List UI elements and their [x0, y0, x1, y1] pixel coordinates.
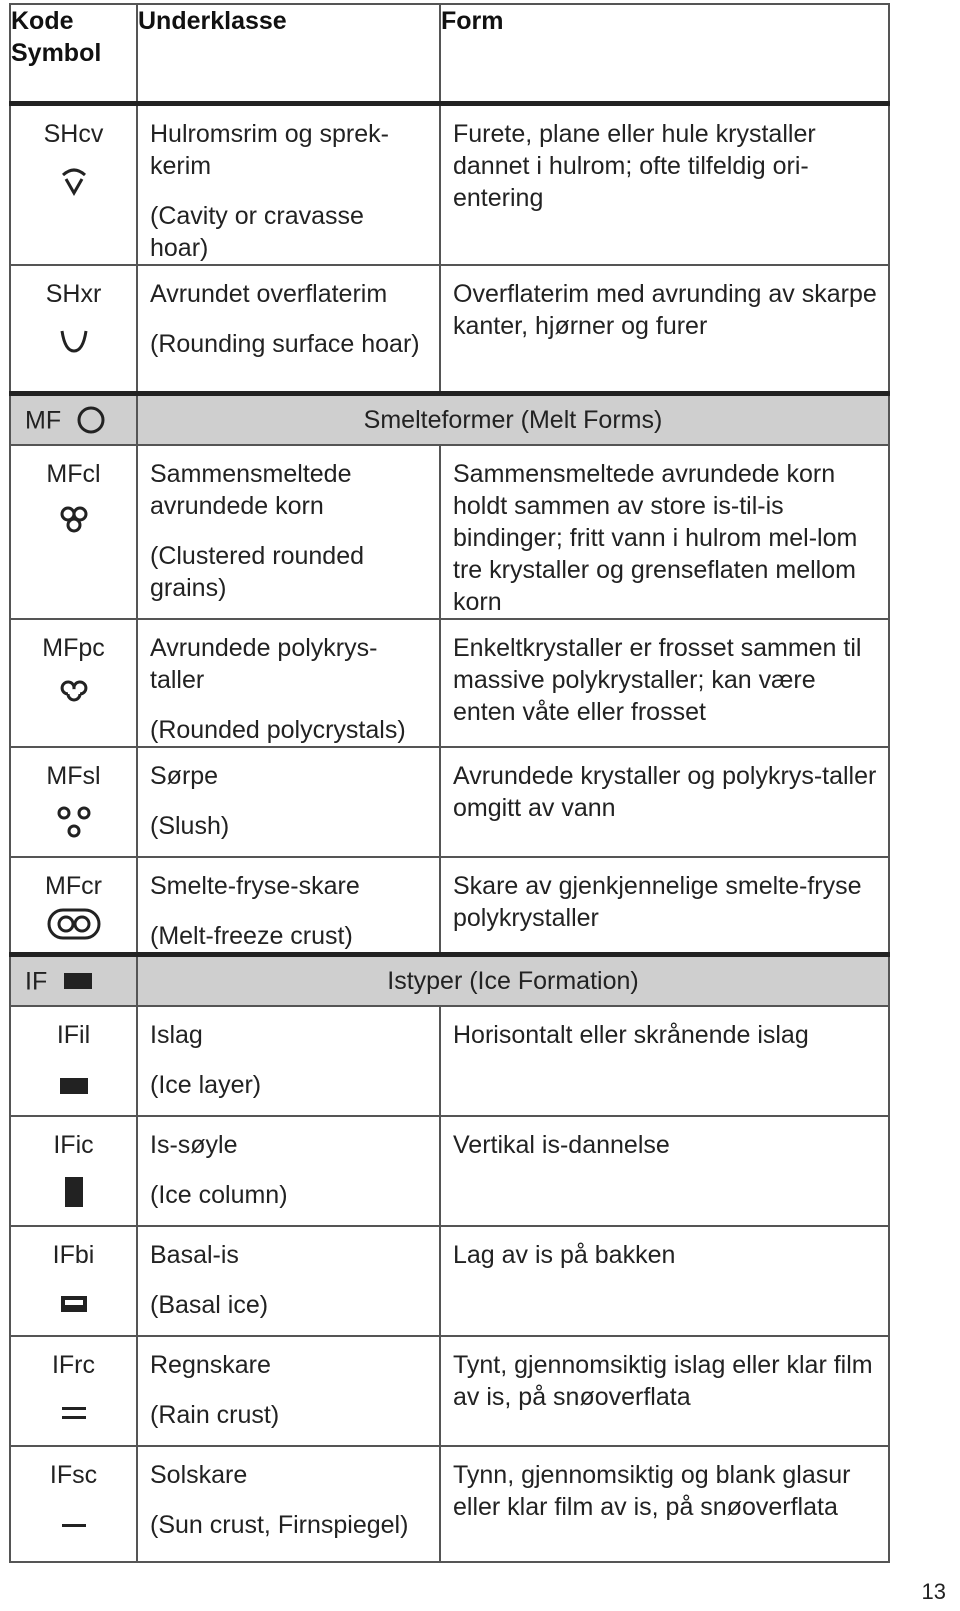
section-row-melt-forms — [10, 393, 889, 445]
subclass-name: Hulromsrim og sprek-kerim — [150, 120, 389, 180]
subclass-name: Avrundet overflaterim — [150, 280, 388, 308]
clustered-grains-icon — [11, 490, 136, 550]
rounding-surface-hoar-icon — [11, 310, 136, 370]
table-row — [10, 265, 889, 393]
subclass-english: (Ice column) — [150, 1180, 288, 1209]
form-description: Lag av is på bakken — [440, 1226, 889, 1336]
basal-ice-icon — [11, 1271, 136, 1331]
code-label: IFil — [56, 1020, 91, 1049]
code-label: IFrc — [51, 1350, 96, 1379]
subclass-english: (Clustered rounded grains) — [150, 541, 365, 602]
subclass-english: (Sun crust, Firnspiegel) — [150, 1510, 409, 1539]
header-form: Form — [440, 4, 889, 104]
sun-crust-icon — [11, 1491, 136, 1551]
melt-freeze-crust-icon — [11, 902, 136, 946]
table-row — [10, 1116, 889, 1226]
subclass-cell — [137, 1116, 440, 1226]
header-kode-symbol — [10, 4, 137, 104]
subclass-cell — [137, 857, 440, 955]
form-description: Enkeltkrystaller er frosset sammen til massive polykrystaller; kan være enten våte eller frosset — [440, 619, 889, 747]
code-cell — [10, 857, 137, 955]
subclass-english: (Rain crust) — [150, 1400, 280, 1429]
code-cell — [10, 1116, 137, 1226]
code-cell — [10, 619, 137, 747]
table-row — [10, 1006, 889, 1116]
code-label: IFic — [53, 1130, 94, 1159]
subclass-cell — [137, 1006, 440, 1116]
subclass-cell — [137, 619, 440, 747]
code-cell — [10, 1006, 137, 1116]
subclass-name: Islag — [150, 1020, 203, 1049]
code-label: MFsl — [46, 761, 101, 790]
code-label: SHxr — [45, 280, 102, 308]
slush-icon — [11, 792, 136, 852]
subclass-name: Solskare — [150, 1460, 248, 1489]
code-cell — [10, 1226, 137, 1336]
section-title: Istyper (Ice Formation) — [137, 954, 889, 1006]
table-header-row — [10, 4, 889, 104]
melt-forms-circle-icon — [76, 405, 106, 435]
subclass-name: Avrundede polykrys-taller — [150, 633, 378, 694]
subclass-name: Is-søyle — [150, 1130, 238, 1159]
subclass-english: (Rounding surface hoar) — [150, 330, 420, 358]
section-code-cell — [10, 954, 137, 1006]
snow-classification-table — [9, 3, 890, 1563]
ice-column-icon — [11, 1161, 136, 1221]
code-cell — [10, 747, 137, 857]
subclass-english: (Rounded polycrystals) — [150, 715, 406, 744]
page-number: 13 — [921, 1579, 946, 1604]
code-cell — [10, 104, 137, 266]
code-label: SHcv — [43, 120, 104, 148]
subclass-name: Smelte-fryse-skare — [150, 871, 360, 900]
code-cell — [10, 1336, 137, 1446]
code-label: MFcr — [45, 871, 102, 900]
section-title: Smelteformer (Melt Forms) — [137, 393, 889, 445]
polycrystals-icon — [11, 664, 136, 724]
code-cell — [10, 445, 137, 619]
subclass-cell — [137, 1226, 440, 1336]
table-row — [10, 445, 889, 619]
section-code: MF — [25, 406, 62, 435]
subclass-english: (Basal ice) — [150, 1290, 269, 1319]
form-description: Horisontalt eller skrånende islag — [440, 1006, 889, 1116]
code-label: IFbi — [52, 1240, 95, 1269]
form-description: Overflaterim med avrunding av skarpe kanter, hjørner og furer — [440, 265, 889, 393]
ice-layer-icon — [11, 1051, 136, 1111]
cavity-hoar-icon — [11, 150, 136, 210]
subclass-cell — [137, 104, 440, 266]
subclass-cell — [137, 1446, 440, 1562]
section-row-ice-formation — [10, 954, 889, 1006]
table-row — [10, 1446, 889, 1562]
code-cell — [10, 1446, 137, 1562]
form-description: Furete, plane eller hule krystaller dannet i hulrom; ofte tilfeldig ori-entering — [440, 104, 889, 266]
table-row — [10, 104, 889, 266]
header-underklasse: Underklasse — [137, 4, 440, 104]
table-row — [10, 619, 889, 747]
ice-formation-icon — [62, 970, 94, 992]
section-code: IF — [25, 967, 48, 996]
header-symbol: Symbol — [11, 39, 102, 67]
subclass-cell — [137, 747, 440, 857]
form-description: Sammensmeltede avrundede korn holdt sammen av store is-til-is bindinger; fritt vann i hulrom mel-lom tre krystaller og grenseflaten mellom korn — [440, 445, 889, 619]
table-row — [10, 1226, 889, 1336]
subclass-cell — [137, 445, 440, 619]
section-code-cell — [10, 393, 137, 445]
subclass-english: (Ice layer) — [150, 1070, 262, 1099]
code-label: IFsc — [49, 1460, 98, 1489]
subclass-english: (Melt-freeze crust) — [150, 921, 353, 950]
table-row — [10, 747, 889, 857]
table-row — [10, 857, 889, 955]
form-description: Vertikal is-dannelse — [440, 1116, 889, 1226]
subclass-cell — [137, 1336, 440, 1446]
subclass-english: (Slush) — [150, 811, 230, 840]
subclass-english: (Cavity or cravasse hoar) — [150, 202, 364, 262]
rain-crust-icon — [11, 1381, 136, 1441]
form-description: Tynn, gjennomsiktig og blank glasur eller klar film av is, på snøoverflata — [440, 1446, 889, 1562]
subclass-name: Sørpe — [150, 761, 219, 790]
form-description: Tynt, gjennomsiktig islag eller klar film av is, på snøoverflata — [440, 1336, 889, 1446]
table-row — [10, 1336, 889, 1446]
subclass-name: Sammensmeltede avrundede korn — [150, 459, 352, 520]
subclass-name: Basal-is — [150, 1240, 239, 1269]
header-kode: Kode — [11, 7, 74, 35]
subclass-name: Regnskare — [150, 1350, 271, 1379]
code-label: MFcl — [46, 459, 101, 488]
code-cell — [10, 265, 137, 393]
form-description: Avrundede krystaller og polykrys-taller omgitt av vann — [440, 747, 889, 857]
form-description: Skare av gjenkjennelige smelte-fryse polykrystaller — [440, 857, 889, 955]
subclass-cell — [137, 265, 440, 393]
code-label: MFpc — [42, 633, 105, 662]
